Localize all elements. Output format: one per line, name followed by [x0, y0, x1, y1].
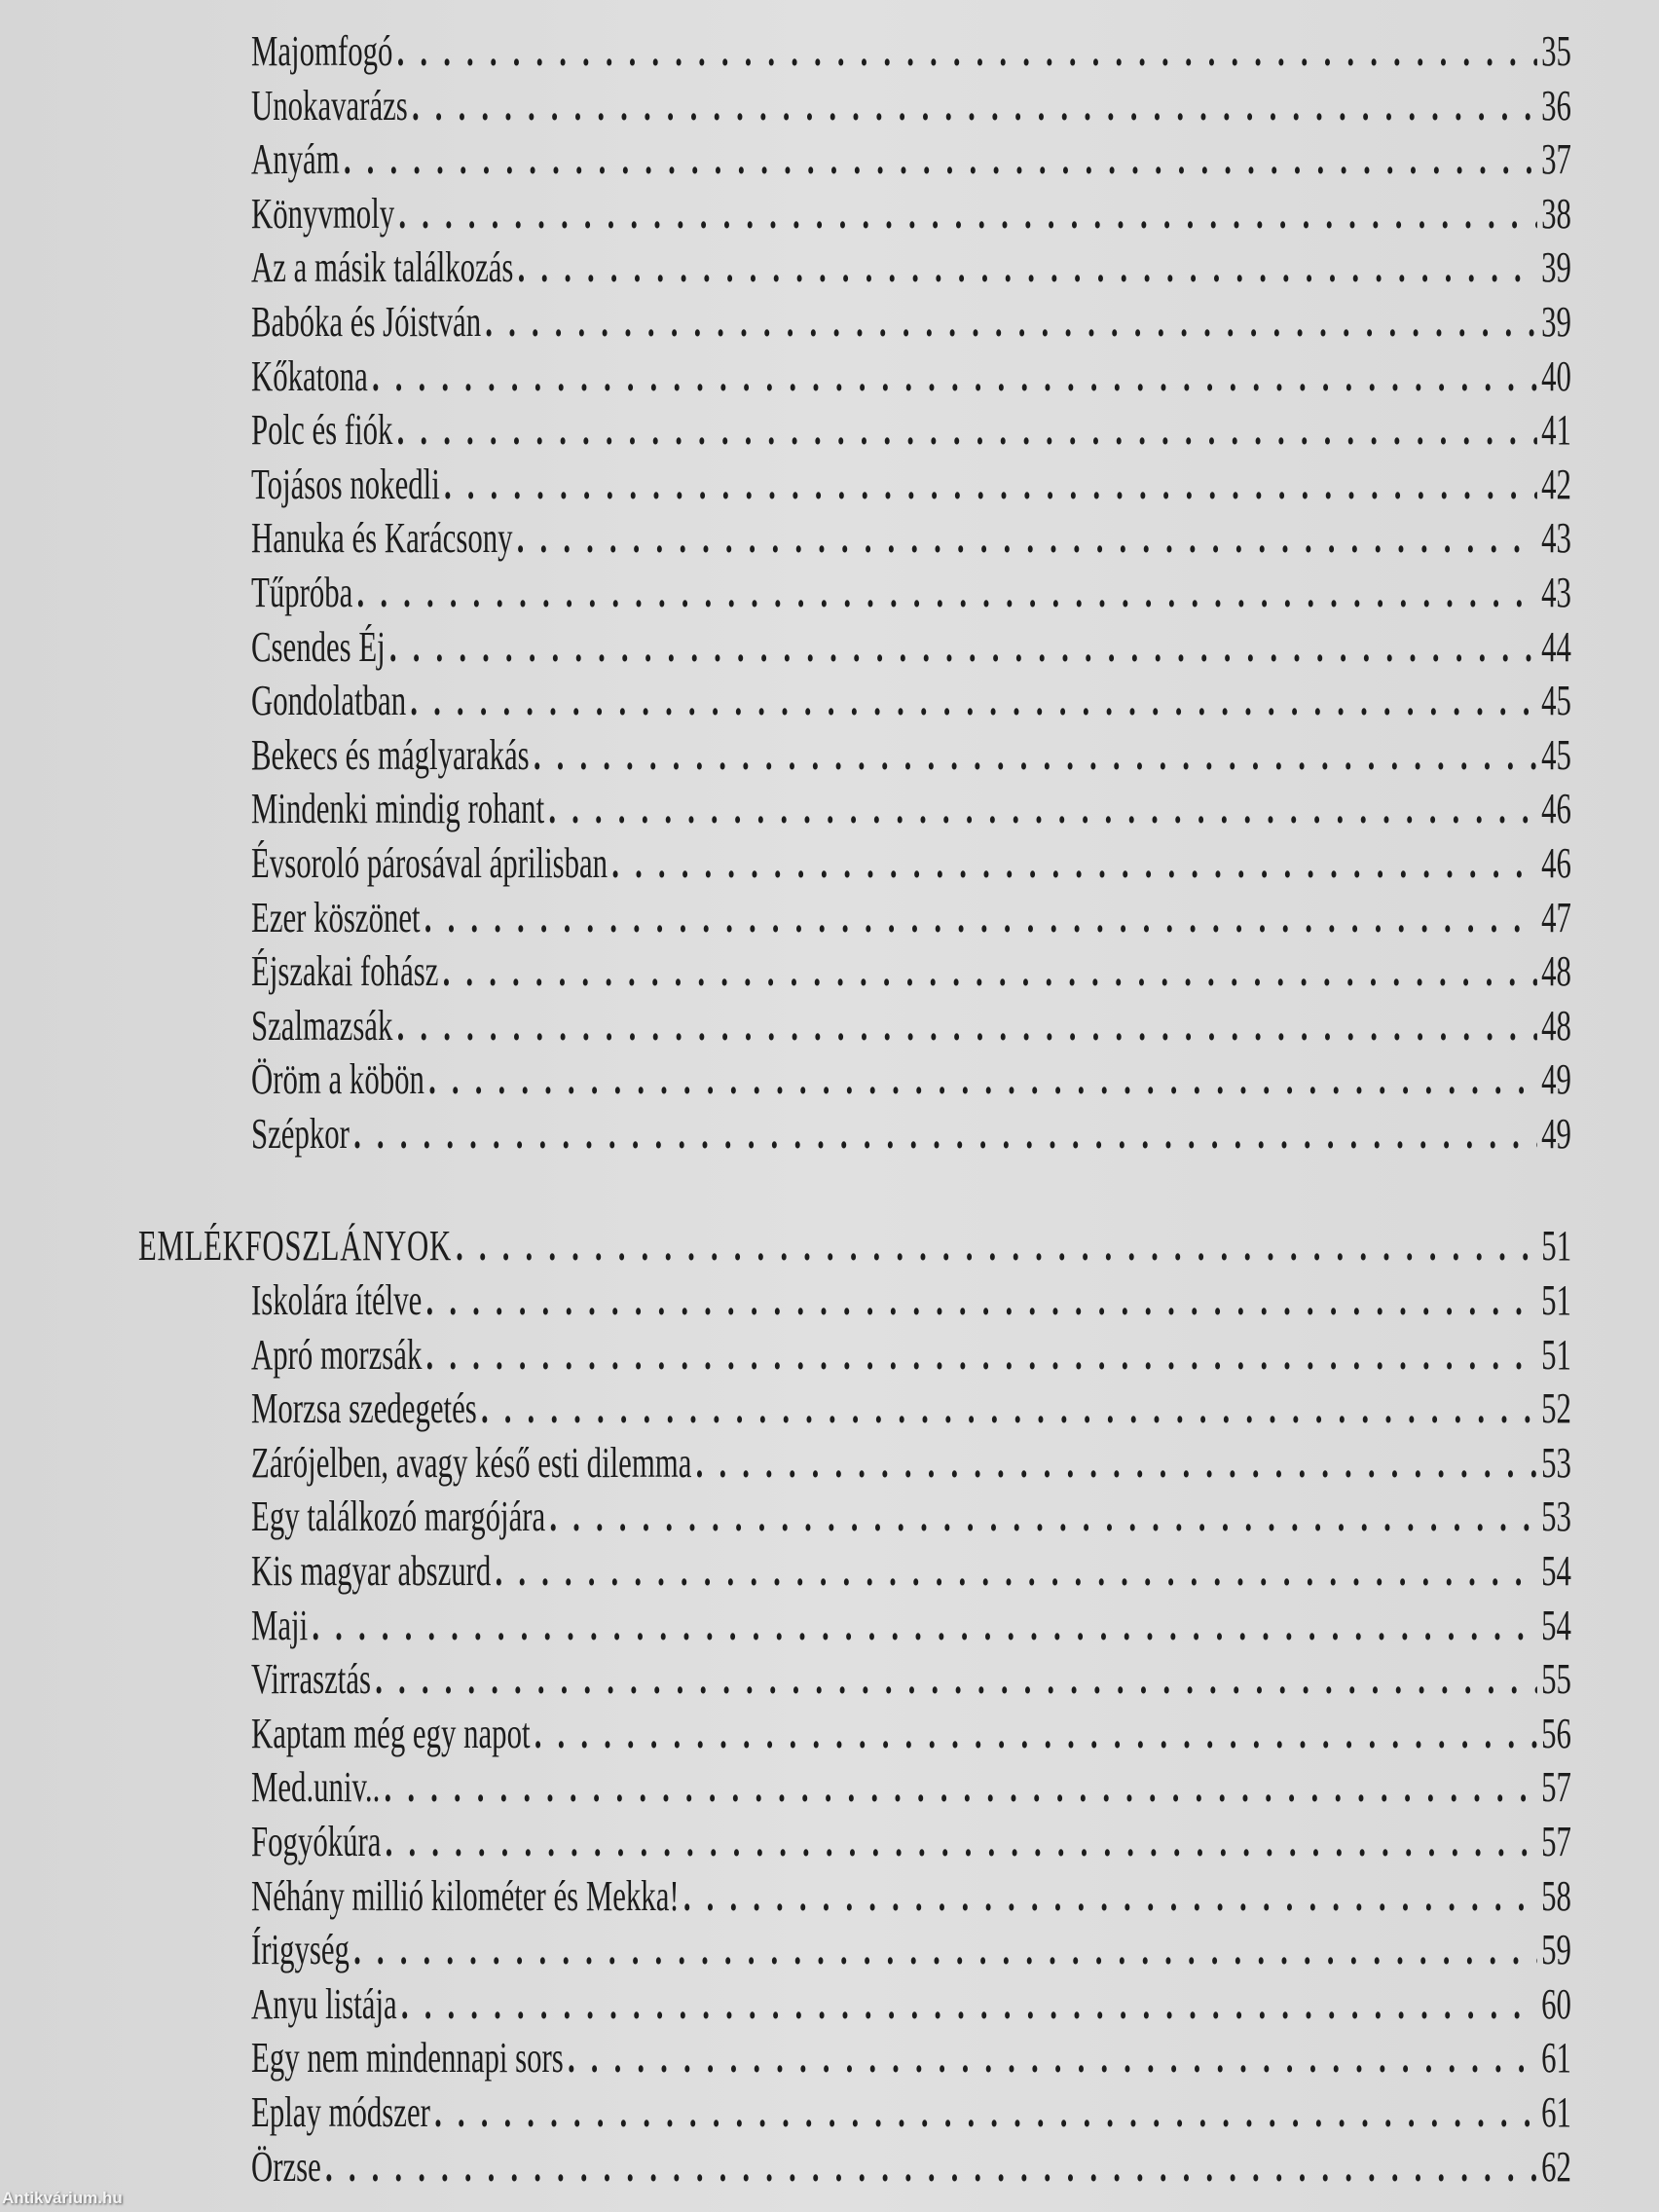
page-number: 48 [1541, 1001, 1571, 1050]
entry-title: Egy nem mindennapi sors [251, 2034, 564, 2083]
page-number: 49 [1541, 1110, 1571, 1158]
dot-leader [385, 1760, 1537, 1815]
toc-entry [251, 999, 1571, 1053]
entry-title: Eplay módszer [251, 2088, 430, 2136]
page-number: 44 [1541, 622, 1571, 671]
entry-title: Csendes Éj [251, 622, 386, 671]
page-number: 45 [1541, 677, 1571, 725]
entry-title: Néhány millió kilométer és Mekka! [251, 1871, 680, 1920]
page-number: 57 [1541, 1818, 1571, 1865]
page-number: 52 [1541, 1384, 1571, 1433]
page-number: 39 [1541, 243, 1571, 292]
entry-title: Szépkor [251, 1110, 350, 1158]
toc-entry [251, 1707, 1571, 1761]
dot-leader [344, 132, 1537, 187]
entry-title: Írigység [251, 1926, 350, 1974]
dot-leader [372, 350, 1537, 404]
entry-title: Apró morzsák [251, 1330, 423, 1379]
page-number: 38 [1541, 189, 1571, 238]
dot-leader [401, 1977, 1537, 2032]
page-number: 47 [1541, 893, 1571, 941]
dot-leader [410, 674, 1537, 728]
dot-leader [424, 891, 1537, 945]
entry-title: Tűpróba [251, 569, 353, 616]
entry-title: Virrasztás [251, 1655, 372, 1704]
entry-title: Babóka és Jóistván [251, 298, 482, 346]
page-number: 35 [1541, 27, 1571, 75]
entry-title: Egy találkozó margójára [251, 1493, 546, 1541]
page-number: 48 [1541, 947, 1571, 996]
toc-entry [251, 1052, 1571, 1107]
dot-leader [312, 1599, 1537, 1653]
entry-title: Fogyókúra [251, 1818, 382, 1865]
dot-leader [517, 511, 1537, 566]
dot-leader [496, 1544, 1537, 1599]
dot-leader [534, 728, 1537, 783]
dot-leader [397, 403, 1537, 458]
toc-entry [251, 2031, 1571, 2085]
toc-entry [251, 1273, 1571, 1328]
page-number: 49 [1541, 1055, 1571, 1104]
entry-title: Mindenki mindig rohant [251, 785, 545, 833]
toc-entry [251, 1328, 1571, 1382]
entry-title: Zárójelben, avagy késő esti dilemma [251, 1438, 692, 1487]
toc-entry [251, 295, 1571, 350]
dot-leader [412, 79, 1537, 133]
dot-leader [611, 836, 1537, 891]
toc-entry [251, 674, 1571, 728]
dot-leader [434, 2085, 1537, 2140]
toc-entry [251, 1760, 1571, 1815]
entry-title: Hanuka és Karácsony [251, 514, 513, 563]
page-number: 56 [1541, 1709, 1571, 1757]
page-number: 51 [1541, 1222, 1572, 1270]
dot-leader [426, 1273, 1537, 1328]
page-number: 51 [1541, 1276, 1571, 1324]
dot-leader [353, 1107, 1537, 1161]
entry-title: Éjszakai fohász [251, 947, 439, 996]
page-number: 51 [1541, 1330, 1571, 1379]
toc-entry [251, 2085, 1571, 2140]
dot-leader [386, 1815, 1537, 1869]
page-number: 57 [1541, 1763, 1571, 1812]
page-number: 37 [1541, 135, 1571, 184]
page-number: 53 [1541, 1438, 1571, 1487]
page-number: 43 [1541, 514, 1571, 563]
dot-leader [426, 1328, 1537, 1382]
dot-leader [535, 1707, 1537, 1761]
toc-entry [251, 1869, 1571, 1924]
dot-leader [456, 1219, 1537, 1273]
dot-leader [696, 1436, 1537, 1491]
dot-leader [683, 1869, 1537, 1924]
entry-title: Kaptam még egy napot [251, 1709, 531, 1757]
toc-entry [251, 458, 1571, 512]
toc-entry [251, 728, 1571, 783]
page-number: 40 [1541, 351, 1571, 400]
entry-title: Könyvmoly [251, 189, 395, 238]
dot-leader [481, 1382, 1537, 1436]
toc-entry [251, 132, 1571, 187]
entry-title: Anyu listája [251, 1979, 397, 2028]
dot-leader [485, 295, 1537, 350]
page-number: 55 [1541, 1655, 1571, 1704]
toc-entry [251, 403, 1571, 458]
entry-title: Kőkatona [251, 351, 368, 400]
page-number: 59 [1541, 1926, 1571, 1974]
page-number: 54 [1541, 1601, 1571, 1649]
entry-title: Évsoroló párosával áprilisban [251, 839, 608, 887]
dot-leader [325, 2140, 1537, 2194]
entry-title: Öröm a köbön [251, 1055, 424, 1104]
dot-leader [548, 782, 1537, 836]
dot-leader [389, 620, 1537, 675]
toc-entry [251, 1107, 1571, 1161]
toc-entry [251, 1436, 1571, 1491]
entry-title: Tojásos nokedli [251, 460, 440, 508]
entry-title: Örzse [251, 2142, 321, 2191]
entry-title: Bekecs és máglyarakás [251, 730, 530, 779]
entry-title: Majomfogó [251, 27, 393, 75]
entry-title: Polc és fiók [251, 406, 393, 455]
entry-title: EMLÉKFOSZLÁNYOK [138, 1222, 452, 1270]
dot-leader [444, 458, 1537, 512]
page-number: 53 [1541, 1493, 1571, 1541]
dot-leader [549, 1490, 1537, 1544]
page-number: 61 [1541, 2088, 1571, 2136]
entry-title: Maji [251, 1601, 309, 1649]
entry-title: Iskolára ítélve [251, 1276, 423, 1324]
page-number: 61 [1541, 2034, 1571, 2083]
toc-entry [251, 350, 1571, 404]
page-number: 43 [1541, 569, 1571, 616]
toc-entry [251, 24, 1571, 79]
page-number: 46 [1541, 839, 1571, 887]
toc-entry [251, 1382, 1571, 1436]
toc-entry [251, 1599, 1571, 1653]
page-number: 42 [1541, 460, 1571, 508]
dot-leader [518, 240, 1537, 295]
entry-title: Kis magyar abszurd [251, 1547, 492, 1595]
toc-entry [251, 240, 1571, 295]
page-number: 45 [1541, 730, 1571, 779]
entry-title: Anyám [251, 135, 340, 184]
toc-section-heading [138, 1219, 1571, 1273]
toc-entry [251, 1815, 1571, 1869]
dot-leader [357, 566, 1537, 620]
entry-title: Morzsa szedegetés [251, 1384, 477, 1433]
page-number: 36 [1541, 81, 1571, 129]
page-number: 41 [1541, 406, 1571, 455]
dot-leader [375, 1652, 1537, 1707]
dot-leader [428, 1052, 1537, 1107]
page-number: 60 [1541, 1979, 1571, 2028]
toc-entry [251, 1544, 1571, 1599]
toc-entry [251, 1923, 1571, 1977]
dot-leader [353, 1923, 1537, 1977]
toc-entry [251, 187, 1571, 241]
toc-entry [251, 944, 1571, 999]
page-number: 54 [1541, 1547, 1571, 1595]
watermark: Antikvárium.hu [2, 2189, 123, 2207]
entry-title: Med.univ.. [251, 1763, 381, 1812]
toc-entry [251, 1977, 1571, 2032]
page-number: 39 [1541, 298, 1571, 346]
dot-leader [397, 24, 1537, 79]
page-number: 58 [1541, 1871, 1571, 1920]
dot-leader [568, 2031, 1537, 2085]
toc-entry [251, 79, 1571, 133]
dot-leader [397, 999, 1537, 1053]
toc-entry [251, 1490, 1571, 1544]
toc-entry [251, 891, 1571, 945]
toc-entry [251, 782, 1571, 836]
toc-entry [251, 620, 1571, 675]
entry-title: Szalmazsák [251, 1001, 393, 1050]
toc-entry [251, 511, 1571, 566]
entry-title: Az a másik találkozás [251, 243, 514, 292]
toc-entry [251, 2140, 1571, 2194]
toc-entry [251, 566, 1571, 620]
dot-leader [443, 944, 1537, 999]
toc-entry [251, 836, 1571, 891]
dot-leader [398, 187, 1537, 241]
entry-title: Ezer köszönet [251, 893, 421, 941]
page-number: 46 [1541, 785, 1571, 833]
page-number: 62 [1541, 2142, 1571, 2191]
entry-title: Unokavarázs [251, 81, 408, 129]
toc-entry [251, 1652, 1571, 1707]
entry-title: Gondolatban [251, 677, 407, 725]
